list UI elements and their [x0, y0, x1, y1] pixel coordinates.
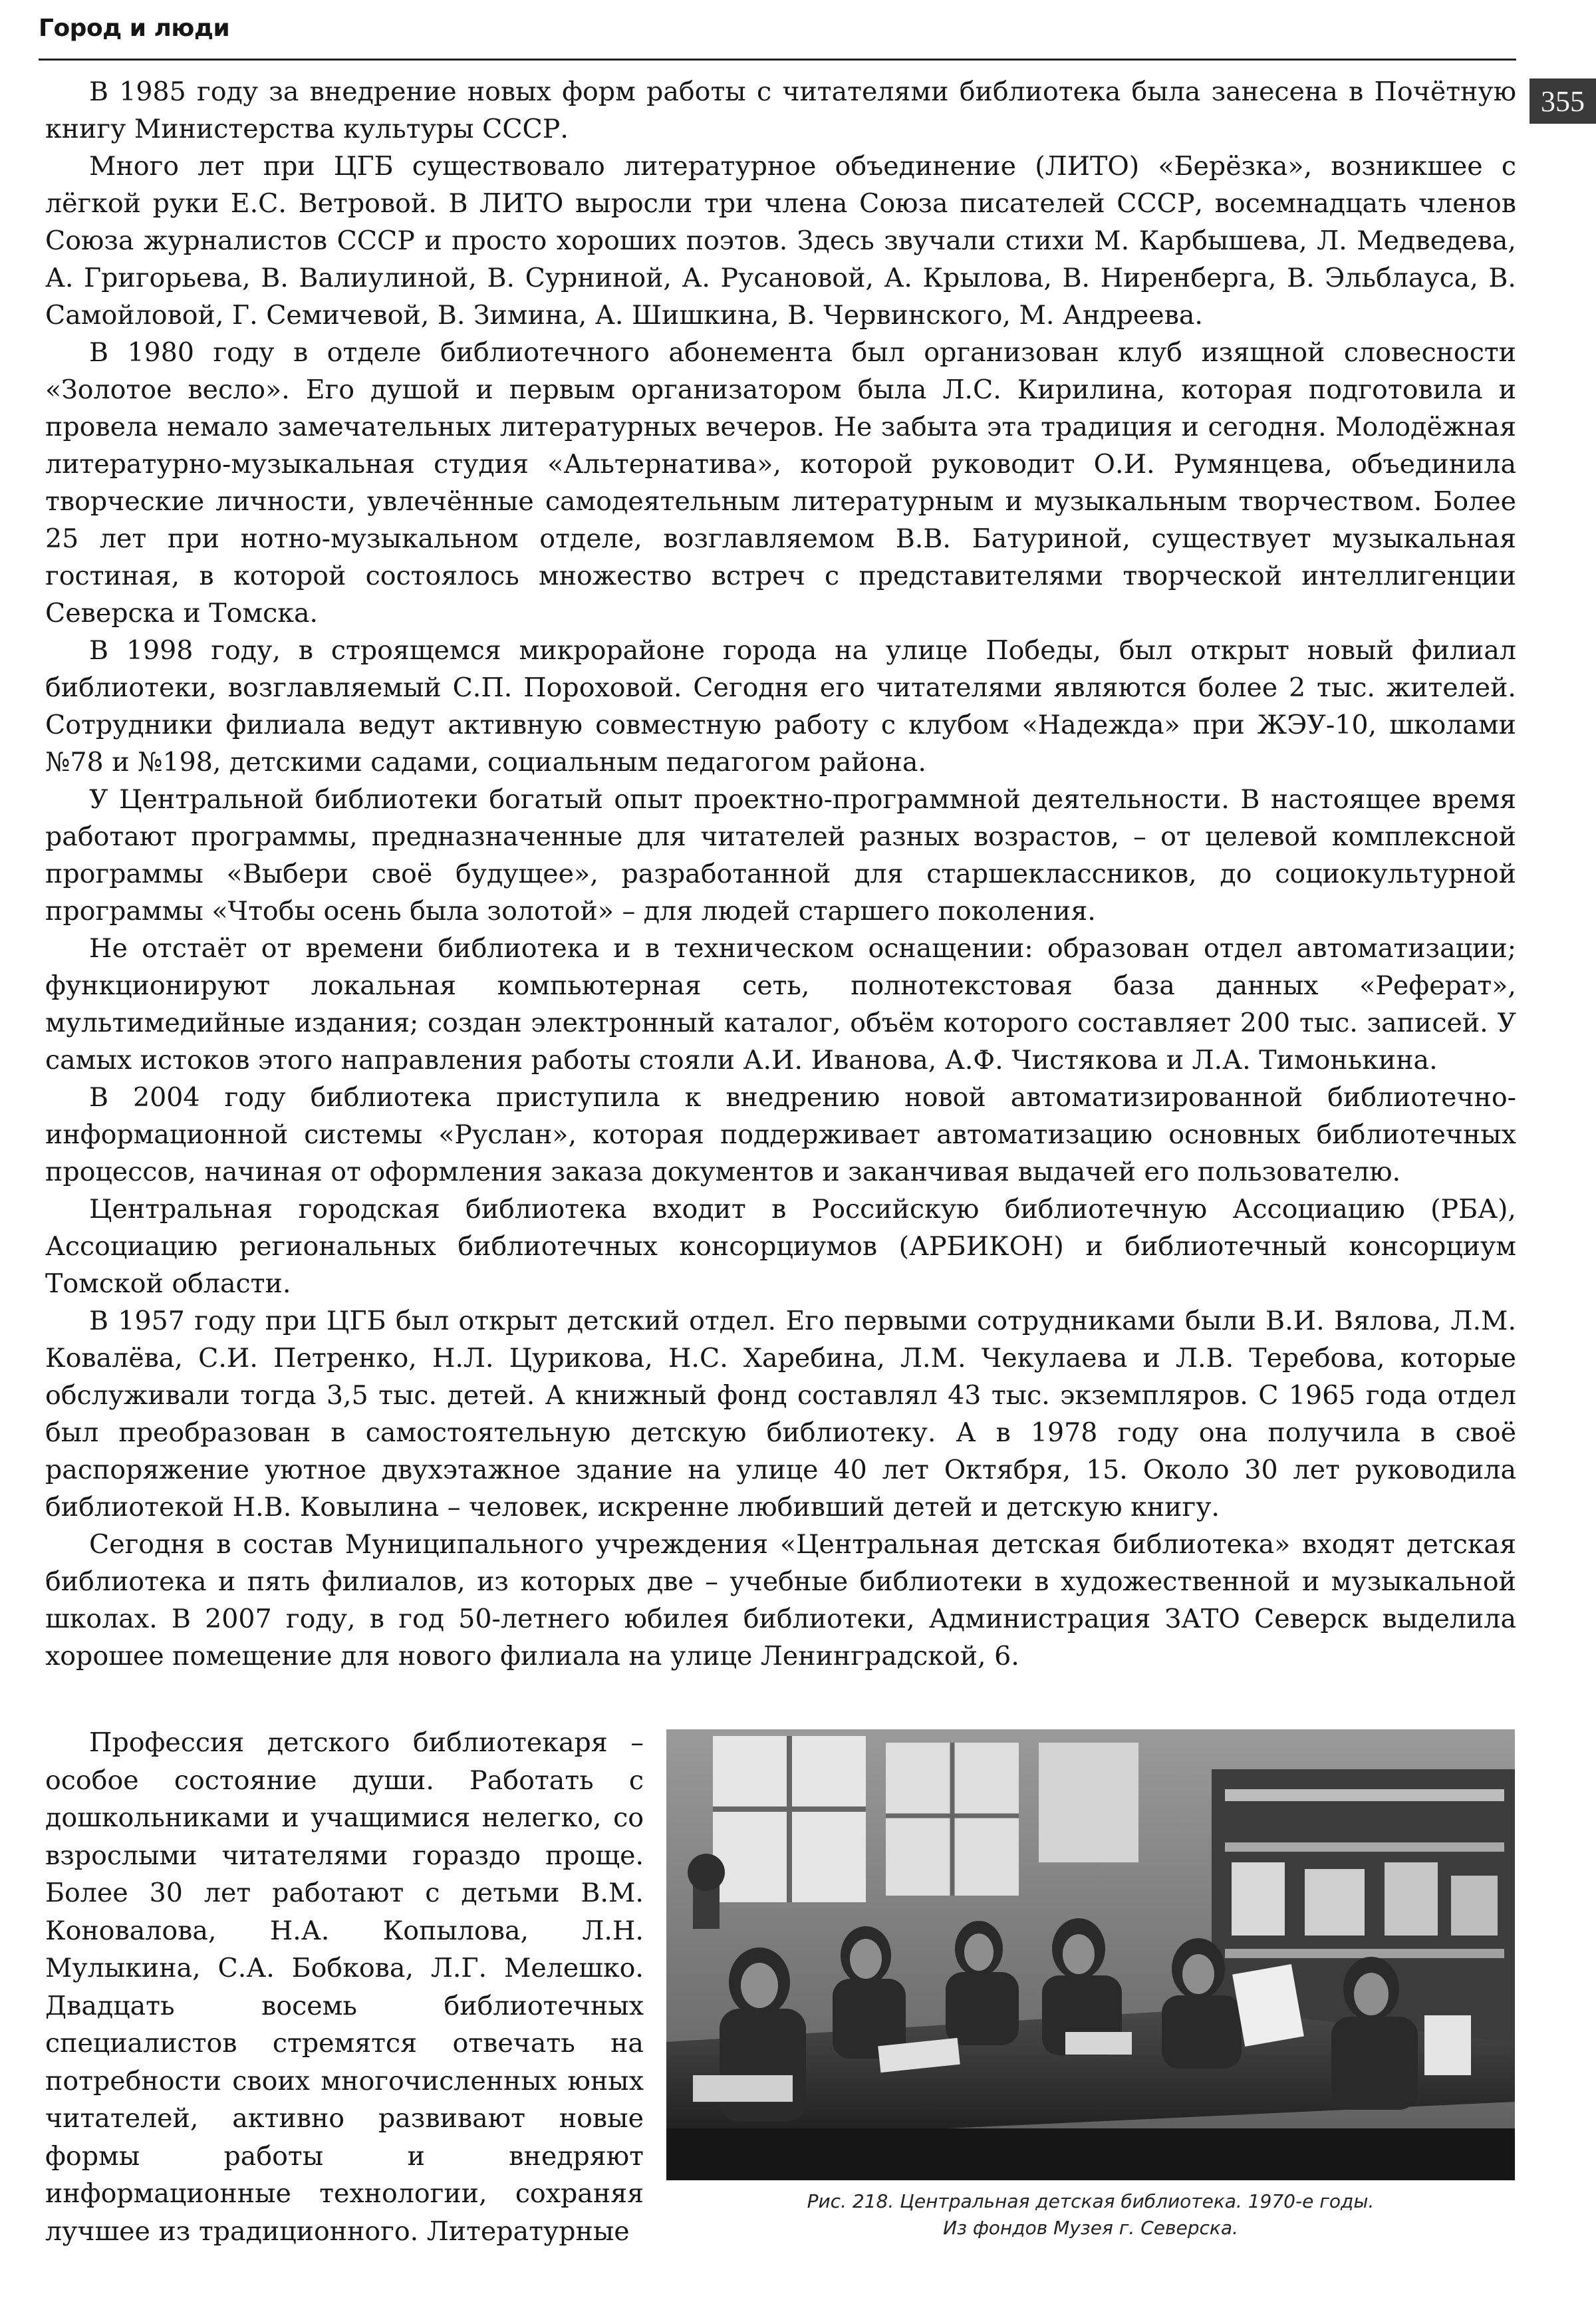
running-title: Город и люди: [39, 15, 230, 42]
header-rule: [39, 59, 1516, 61]
paragraph: В 1998 году, в строящемся микрорайоне города на улице Победы, был открыт новый филиал библиотеки, возглавляемый С.П. Пороховой. Сегодня его читателями являются более 2 тыс. жителей. Сотрудники филиала ведут активную совместную работу с клубом «Надежда» при ЖЭУ-10, школами №78 и №198, детскими садами, социальным педагогом района.: [45, 635, 1516, 778]
figure-caption: [666, 2188, 1515, 2241]
paragraph: Много лет при ЦГБ существовало литературное объединение (ЛИТО) «Берёзка», возникшее с лёгкой руки Е.С. Ветровой. В ЛИТО выросли три члена Союза писателей СССР, восемнадцать членов Союза журналистов СССР и просто хороших поэтов. Здесь звучали стихи М. Карбышева, Л. Медведева, А. Григорьева, В. Валиулиной, В. Сурниной, А. Русановой, А. Крылова, В. Ниренберга, В. Эльблауса, В. Самойловой, Г. Семичевой, В. Зимина, А. Шишкина, В. Червинского, М. Андреева.: [45, 151, 1516, 331]
caption-line: Из фондов Музея г. Северска.: [943, 2217, 1238, 2239]
paragraph: В 1957 году при ЦГБ был открыт детский отдел. Его первыми сотрудниками были В.И. Вялова, Л.М. Ковалёва, С.И. Петренко, Н.Л. Цурикова, Н.С. Харебина, Л.М. Чекулаева и Л.В. Теребова, которые обслуживали тогда 3,5 тыс. детей. А книжный фонд составлял 43 тыс. экземпляров. С 1965 года отдел был преобразован в самостоятельную детскую библиотеку. А в 1978 году она получила в своё распоряжение уютное двухэтажное здание на улице 40 лет Октября, 15. Около 30 лет руководила библиотекой Н.В. Ковылина – человек, искренне любивший детей и детскую книгу.: [45, 1306, 1516, 1522]
paragraph: В 2004 году библиотека приступила к внедрению новой автоматизированной библиотечно-информационной системы «Руслан», которая поддерживает автоматизацию основных библиотечных процессов, начиная от оформления заказа документов и заканчивая выдачей его пользователю.: [45, 1082, 1516, 1187]
paragraph: Сегодня в состав Муниципального учреждения «Центральная детская библиотека» входят детская библиотека и пять филиалов, из которых две – учебные библиотеки в художественной и музыкальной школах. В 2007 году, в год 50-летнего юбилея библиотеки, Администрация ЗАТО Северск выделила хорошее помещение для нового филиала на улице Ленинградской, 6.: [45, 1529, 1516, 1671]
paragraph: Не отстаёт от времени библиотека и в техническом оснащении: образован отдел автоматизации; функционируют локальная компьютерная сеть, полнотекстовая база данных «Реферат», мультимедийные издания; создан электронный каталог, объём которого составляет 200 тыс. записей. У самых истоков этого направления работы стояли А.И. Иванова, А.Ф. Чистякова и Л.А. Тимонькина.: [45, 933, 1516, 1076]
paragraph: У Центральной библиотеки богатый опыт проектно-программной деятельности. В настоящее время работают программы, предназначенные для читателей разных возрастов, – от целевой комплексной программы «Выбери своё будущее», разработанной для старшеклассников, до социокультурной программы «Чтобы осень была золотой» – для людей старшего поколения.: [45, 784, 1516, 927]
library-photo: [666, 1729, 1515, 2180]
paragraph: Профессия детского библиотекаря – особое состояние души. Работать с дошкольниками и учащимися нелегко, со взрослыми читателями гораздо проще. Более 30 лет работают с детьми В.М. Коновалова, Н.А. Копылова, Л.Н. Мулыкина, С.А. Бобкова, Л.Г. Мелешко. Двадцать восемь библиотечных специалистов стремятся отвечать на потребности своих многочисленных юных читателей, активно развивают новые формы работы и внедряют информационные технологии, сохраняя лучшее из традиционного. Литературные: [45, 1727, 644, 2247]
caption-line: Рис. 218. Центральная детская библиотека. 1970-е годы.: [807, 2190, 1375, 2212]
paragraph: В 1980 году в отделе библиотечного абонемента был организован клуб изящной словесности «Золотое весло». Его душой и первым организатором была Л.С. Кирилина, которая подготовила и провела немало замечательных литературных вечеров. Не забыта эта традиция и сегодня. Молодёжная литературно-музыкальная студия «Альтернатива», которой руководит О.И. Румянцева, объединила творческие личности, увлечённые самодеятельным литературным и музыкальным творчеством. Более 25 лет при нотно-музыкальном отделе, возглавляемом В.В. Батуриной, существует музыкальная гостиная, в которой состоялось множество встреч с представителями творческой интеллигенции Северска и Томска.: [45, 337, 1516, 629]
figure: [666, 1729, 1515, 2241]
paragraph: В 1985 году за внедрение новых форм работы с читателями библиотека была занесена в Почётную книгу Министерства культуры СССР.: [45, 76, 1516, 144]
wrapped-column: [45, 1724, 644, 2250]
page-number: 355: [1530, 78, 1596, 124]
paragraph: Центральная городская библиотека входит в Российскую библиотечную Ассоциацию (РБА), Ассоциацию региональных библиотечных консорциумов (АРБИКОН) и библиотечный консорциум Томской области.: [45, 1194, 1516, 1299]
article-body: [45, 73, 1516, 1675]
